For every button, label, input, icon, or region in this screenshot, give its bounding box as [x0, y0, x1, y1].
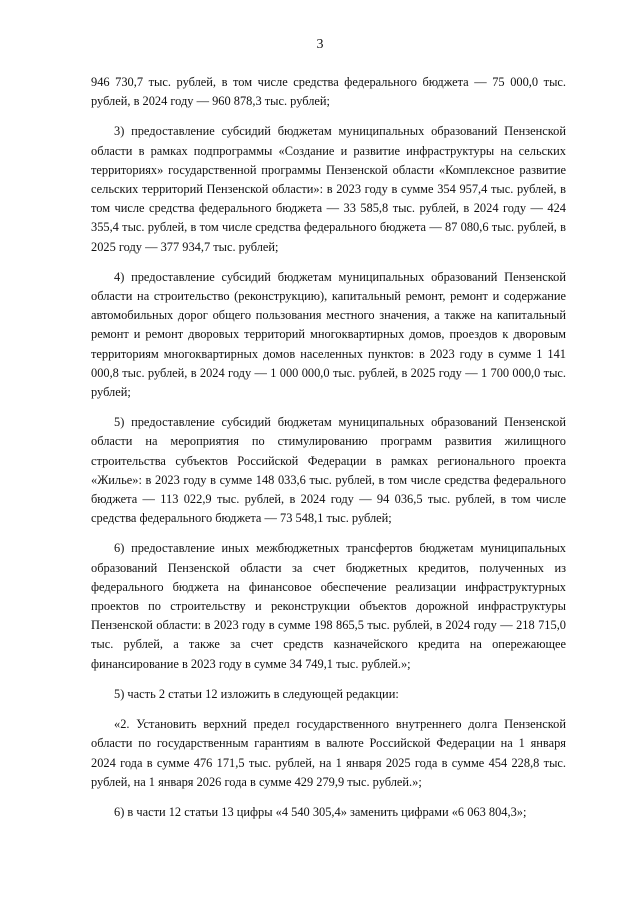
- paragraph-item-4-road-subsidies: 4) предоставление субсидий бюджетам муниципальных образований Пензенской области на строительство (реконструкцию), капитальный ремонт, ремонт и содержание автомобильных дорог общего пользования местного значения, а также на капитальный ремонт и ремонт дворовых территорий многоквартирных домов, проездов к дворовым территориям многоквартирных домов населенных пунктов: в 2023 году в сумме 1 141 000,8 тыс. рублей, в 2024 году — 1 000 000,0 тыс. рублей, в 2025 году — 1 700 000,0 тыс. рублей;: [91, 269, 566, 400]
- document-body: [91, 73, 566, 822]
- paragraph-item-6-interbudget-transfers: 6) предоставление иных межбюджетных трансфертов бюджетам муниципальных образований Пензенской области за счет бюджетных кредитов, полученных из федерального бюджета на финансовое обеспечение реализации инфраструктурных проектов по строительству и реконструкции объектов дорожной инфраструктуры Пензенской области: в 2023 году в сумме 198 865,5 тыс. рублей, в 2024 году — 218 715,0 тыс. рублей, а также за счет средств казначейского кредита на опережающее финансирование в 2023 году в сумме 34 749,1 тыс. рублей.»;: [91, 541, 566, 671]
- paragraph-amendment-6: 6) в части 12 статьи 13 цифры «4 540 305,4» заменить цифрами «6 063 804,3»;: [114, 804, 527, 819]
- paragraph-item-5-housing-subsidies: 5) предоставление субсидий бюджетам муниципальных образований Пензенской области на мероприятия по стимулированию программ развития жилищного строительства субъектов Российской Федерации в рамках регионального проекта «Жилье»: в 2023 году в сумме 148 033,6 тыс. рублей, в том числе средства федерального бюджета — 113 022,9 тыс. рублей, в 2024 году — 94 036,5 тыс. рублей, в том числе средства федерального бюджета — 73 548,1 тыс. рублей;: [91, 415, 566, 526]
- paragraph-item-3-rural-subsidies: 3) предоставление субсидий бюджетам муниципальных образований Пензенской области в рамках подпрограммы «Создание и развитие инфраструктуры на сельских территориях» государственной программы Пензенской области «Комплексное развитие сельских территорий Пензенской области»: в 2023 году в сумме 354 957,4 тыс. рублей, в том числе средства федерального бюджета — 33 585,8 тыс. рублей, в 2024 году — 424 355,4 тыс. рублей, в том числе средства федерального бюджета — 87 080,6 тыс. рублей, в 2025 году — 377 934,7 тыс. рублей;: [91, 124, 566, 254]
- paragraph-amendment-5: 5) часть 2 статьи 12 изложить в следующей редакции:: [114, 686, 399, 701]
- paragraph-continuation: 946 730,7 тыс. рублей, в том числе средства федерального бюджета — 75 000,0 тыс. рублей, в 2024 году — 960 878,3 тыс. рублей;: [91, 75, 566, 109]
- paragraph-debt-limit: «2. Установить верхний предел государственного внутреннего долга Пензенской области по государственным гарантиям в валюте Российской Федерации на 1 января 2024 года в сумме 476 171,5 тыс. рублей, на 1 января 2025 года в сумме 454 228,8 тыс. рублей, на 1 января 2026 года в сумме 429 279,9 тыс. рублей.»;: [91, 717, 566, 789]
- page-number: 3: [316, 37, 324, 52]
